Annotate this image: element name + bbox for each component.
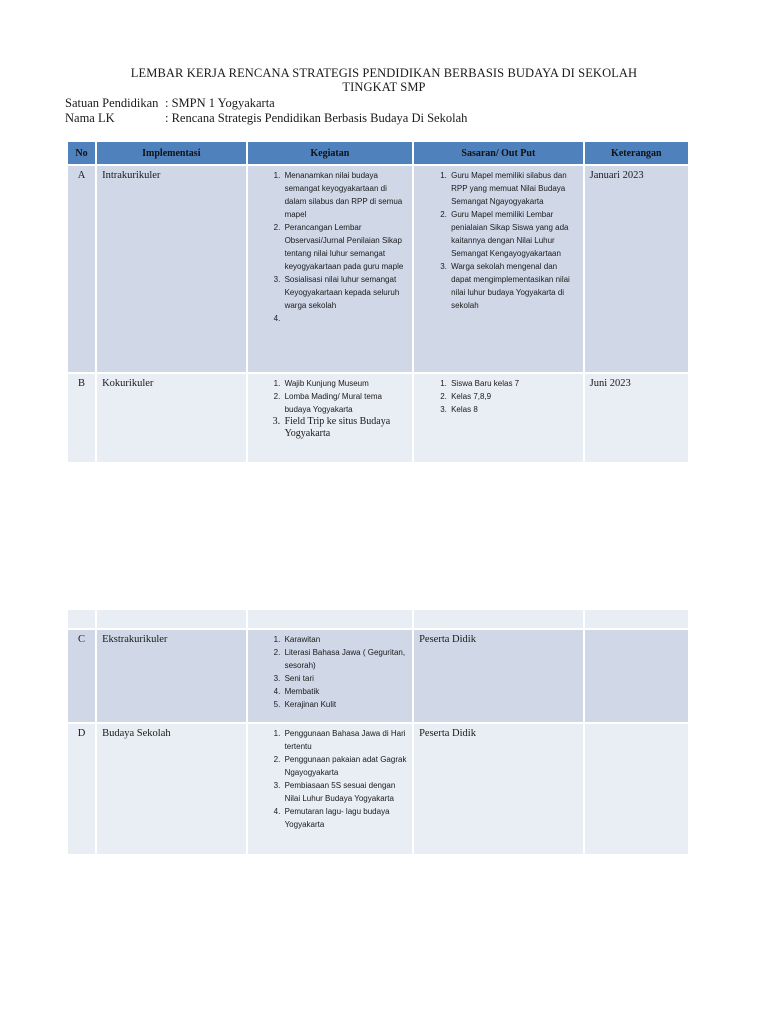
list-item: 4. Membatik xyxy=(283,685,408,698)
row-kegiatan xyxy=(248,724,413,854)
row-keterangan xyxy=(585,724,688,854)
row-sasaran xyxy=(414,166,583,372)
table-empty-row xyxy=(68,610,688,628)
table-row-c xyxy=(68,630,688,722)
row-sasaran: Peserta Didik xyxy=(414,630,583,722)
row-no: B xyxy=(68,374,95,462)
kegiatan-list xyxy=(253,727,408,831)
row-keterangan: Januari 2023 xyxy=(585,166,688,372)
strategy-table-part-2 xyxy=(66,608,690,856)
row-kegiatan xyxy=(248,630,413,722)
row-sasaran xyxy=(414,374,583,462)
header-implementasi: Implementasi xyxy=(97,142,245,164)
list-item xyxy=(283,312,408,325)
row-implementasi: Intrakurikuler xyxy=(97,166,245,372)
list-item: 3. Warga sekolah mengenal dan dapat mengimplementasikan nilai nilai luhur budaya Yogyakarta di sekolah xyxy=(449,260,578,312)
meta-nama-lk xyxy=(65,111,467,125)
list-item: 3. Kelas 8 xyxy=(449,403,578,416)
kegiatan-list xyxy=(253,633,408,711)
row-kegiatan xyxy=(248,166,413,372)
meta-label: Satuan Pendidikan xyxy=(65,96,159,110)
kegiatan-list xyxy=(253,377,408,440)
row-no: D xyxy=(68,724,95,854)
row-implementasi: Kokurikuler xyxy=(97,374,245,462)
list-item: 2. Lomba Mading/ Mural tema budaya Yogyakarta xyxy=(283,390,408,416)
empty-cell xyxy=(68,610,95,628)
title-line-2: TINGKAT SMP xyxy=(342,80,426,94)
list-item: 1. Guru Mapel memiliki silabus dan RPP yang memuat Nilai Budaya Semangat Ngayogyakarta xyxy=(449,169,578,208)
list-item: 4. Pemutaran lagu- lagu budaya Yogyakarta xyxy=(283,805,408,831)
header-kegiatan: Kegiatan xyxy=(248,142,413,164)
row-keterangan: Juni 2023 xyxy=(585,374,688,462)
list-item: 1. Wajib Kunjung Museum xyxy=(283,377,408,390)
table-row-a xyxy=(68,166,688,372)
row-sasaran: Peserta Didik xyxy=(414,724,583,854)
list-item: 1. Menanamkan nilai budaya semangat keyogyakartaan di dalam silabus dan RPP di semua mapel xyxy=(283,169,408,221)
empty-cell xyxy=(585,610,688,628)
list-item: 2. Penggunaan pakaian adat Gagrak Ngayogyakarta xyxy=(283,753,408,779)
list-item: 2. Perancangan Lembar Observasi/Jurnal Penilaian Sikap tentang nilai luhur semangat keyogyakartaan pada guru maple xyxy=(283,221,408,273)
empty-cell xyxy=(248,610,413,628)
header-no: No xyxy=(68,142,95,164)
row-no: C xyxy=(68,630,95,722)
row-kegiatan xyxy=(248,374,413,462)
sasaran-list xyxy=(419,377,578,416)
table-header-row xyxy=(68,142,688,164)
row-implementasi: Ekstrakurikuler xyxy=(97,630,245,722)
empty-cell xyxy=(97,610,245,628)
list-item: 1. Siswa Baru kelas 7 xyxy=(449,377,578,390)
document-title xyxy=(60,66,708,94)
list-item: 2. Literasi Bahasa Jawa ( Geguritan, sesorah) xyxy=(283,646,408,672)
list-item: 3. Seni tari xyxy=(283,672,408,685)
list-item: 3. Sosialisasi nilai luhur semangat Keyogyakartaan kepada seluruh warga sekolah xyxy=(283,273,408,312)
list-item: 2. Kelas 7,8,9 xyxy=(449,390,578,403)
kegiatan-list xyxy=(253,169,408,325)
list-item: 3. Pembiasaan 5S sesuai dengan Nilai Luhur Budaya Yogyakarta xyxy=(283,779,408,805)
list-item: 3. Field Trip ke situs Budaya Yogyakarta xyxy=(283,416,408,440)
row-implementasi: Budaya Sekolah xyxy=(97,724,245,854)
header-keterangan: Keterangan xyxy=(585,142,688,164)
header-sasaran: Sasaran/ Out Put xyxy=(414,142,583,164)
row-keterangan xyxy=(585,630,688,722)
meta-value: : Rencana Strategis Pendidikan Berbasis Budaya Di Sekolah xyxy=(165,111,468,125)
empty-cell xyxy=(414,610,583,628)
strategy-table-part-1 xyxy=(66,140,690,464)
meta-label: Nama LK xyxy=(65,111,115,125)
meta-satuan-pendidikan xyxy=(65,96,275,110)
sasaran-list xyxy=(419,169,578,312)
table-row-d xyxy=(68,724,688,854)
list-item: 1. Penggunaan Bahasa Jawa di Hari tertentu xyxy=(283,727,408,753)
row-no: A xyxy=(68,166,95,372)
list-item: 2. Guru Mapel memiliki Lembar penialaian Sikap Siswa yang ada kaitannya dengan Nilai Luhur Semangat Kengayogyakartaan xyxy=(449,208,578,260)
meta-value: : SMPN 1 Yogyakarta xyxy=(165,96,275,110)
table-row-b xyxy=(68,374,688,462)
list-item: 1. Karawitan xyxy=(283,633,408,646)
list-item: 5. Kerajinan Kulit xyxy=(283,698,408,711)
title-line-1: LEMBAR KERJA RENCANA STRATEGIS PENDIDIKAN BERBASIS BUDAYA DI SEKOLAH xyxy=(130,66,638,80)
